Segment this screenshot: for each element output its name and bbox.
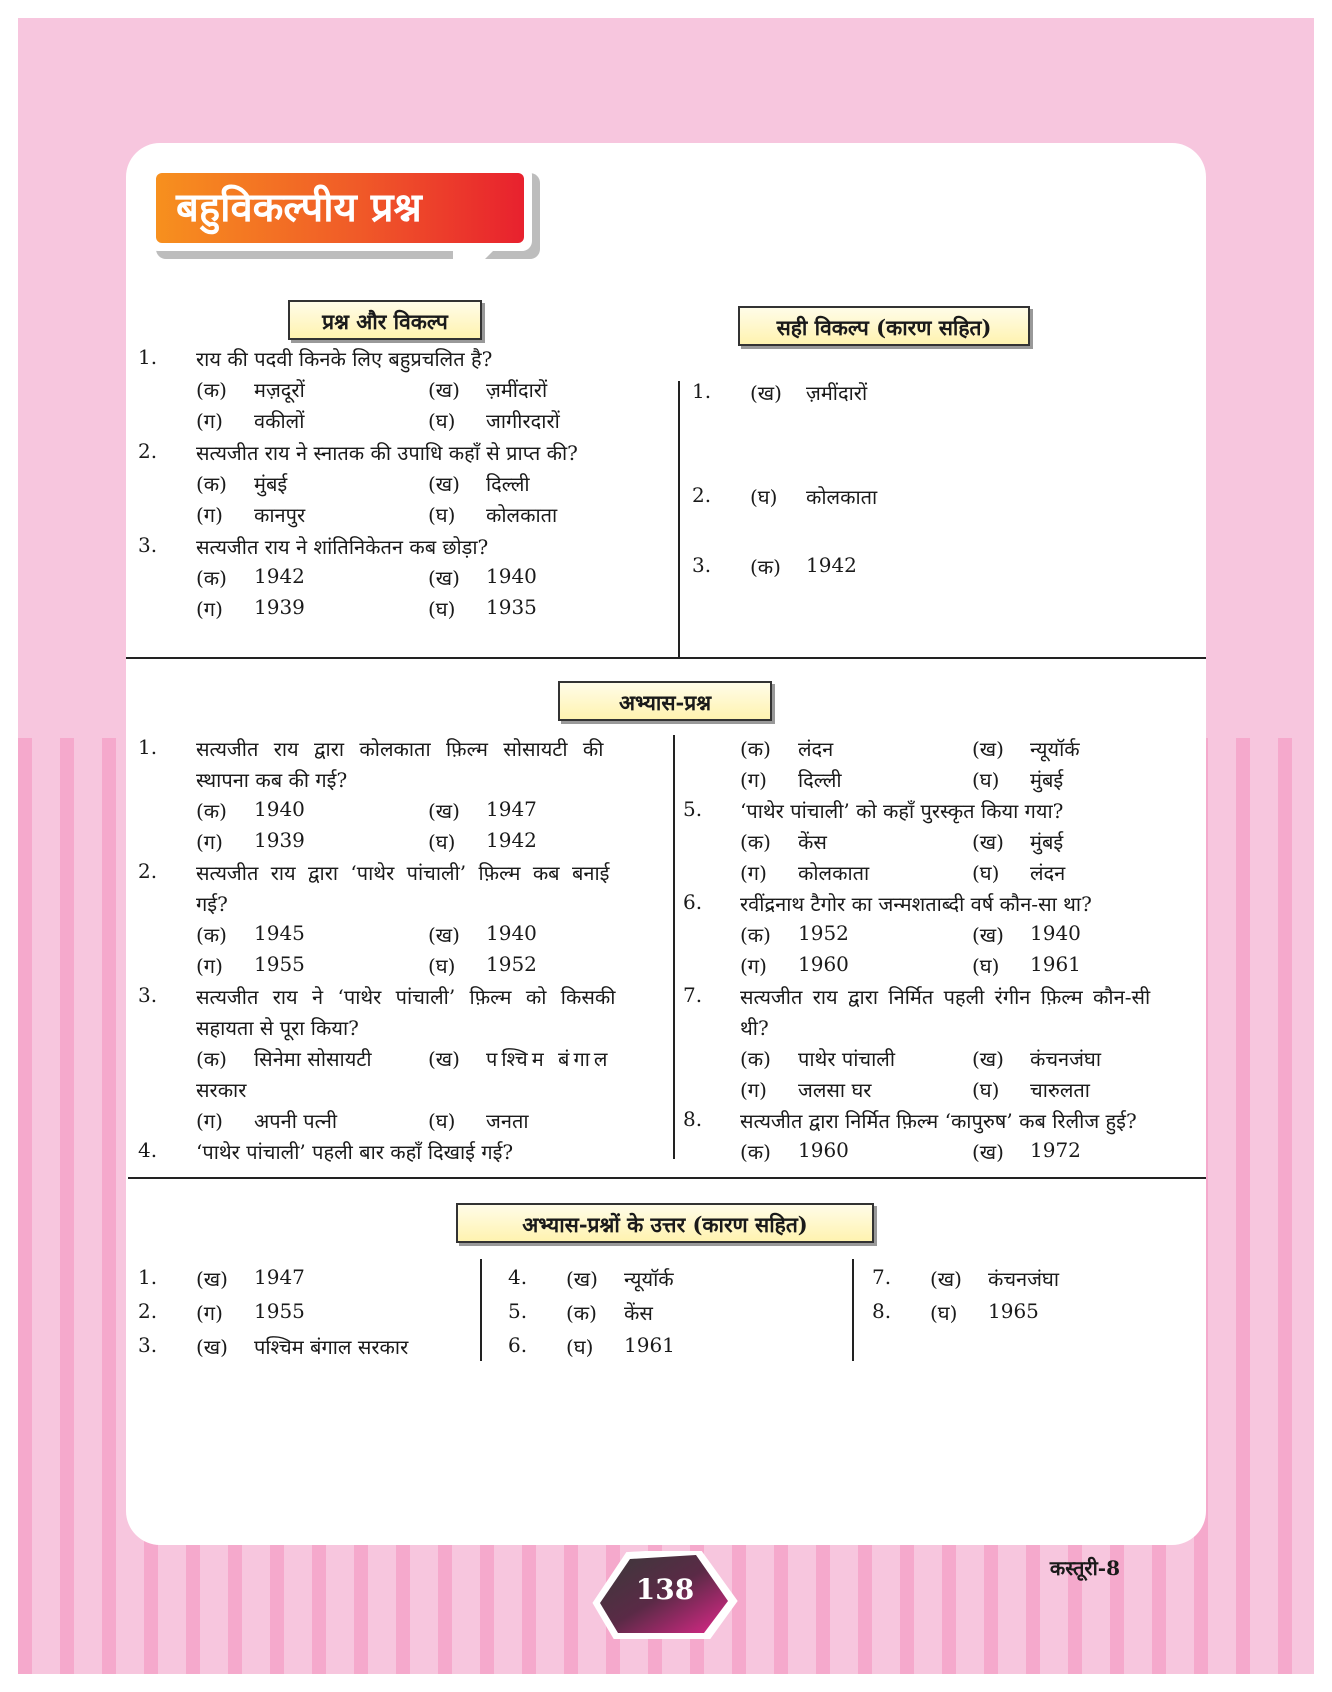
option-label: (घ) xyxy=(428,597,456,621)
section-header xyxy=(148,165,542,263)
question-text: स्थापना कब की गई? xyxy=(196,768,348,792)
option-label: (ख) xyxy=(428,378,460,402)
option-label: (क) xyxy=(196,799,227,823)
column-divider xyxy=(678,381,680,657)
question-text: सहायता से पूरा किया? xyxy=(196,1016,359,1040)
option-label: (घ) xyxy=(428,954,456,978)
option-text: 1952 xyxy=(486,952,537,976)
answer-text: कंचनजंघा xyxy=(988,1267,1059,1291)
option-label: (ग) xyxy=(196,1109,223,1133)
option-text: केंस xyxy=(798,830,827,854)
option-label: (ग) xyxy=(740,1078,767,1102)
question-number: 1. xyxy=(138,345,158,369)
answer-number: 8. xyxy=(872,1299,892,1323)
questions-options-box: प्रश्न और विकल्प xyxy=(288,300,482,340)
option-label: (ग) xyxy=(196,597,223,621)
option-label: (ख) xyxy=(972,737,1004,761)
option-label: (ख) xyxy=(972,1140,1004,1164)
option-text: 1952 xyxy=(798,921,849,945)
option-label: (ख) xyxy=(428,472,460,496)
question-number: 6. xyxy=(683,890,703,914)
question-number: 2. xyxy=(138,439,158,463)
option-text: दिल्ली xyxy=(798,768,842,792)
question-number: 3. xyxy=(138,533,158,557)
option-text: चारुलता xyxy=(1030,1078,1090,1102)
option-label: (क) xyxy=(740,830,771,854)
option-text: कानपुर xyxy=(254,503,306,527)
option-text: लंदन xyxy=(1030,861,1066,885)
option-label: (क) xyxy=(196,923,227,947)
answer-option: (ख) xyxy=(930,1267,962,1291)
question-text: रवींद्रनाथ टैगोर का जन्मशताब्दी वर्ष कौन-सा था? xyxy=(740,892,1092,916)
question-text: राय की पदवी किनके लिए बहुप्रचलित है? xyxy=(196,347,493,371)
question-text: सत्यजीत राय ने स्नातक की उपाधि कहाँ से प्राप्त की? xyxy=(196,441,578,465)
answer-text: कोलकाता xyxy=(806,485,878,509)
option-text: 1961 xyxy=(1030,952,1081,976)
answer-option: (घ) xyxy=(566,1335,594,1359)
option-text: 1955 xyxy=(254,952,305,976)
question-text: सत्यजीत राय ने ‘पाथेर पांचाली’ फ़िल्म को किसकी xyxy=(196,985,616,1009)
question-text: सत्यजीत राय द्वारा ‘पाथेर पांचाली’ फ़िल्म कब बनाई xyxy=(196,861,610,885)
option-label: (ग) xyxy=(196,830,223,854)
answer-number: 4. xyxy=(508,1265,528,1289)
content-card xyxy=(126,143,1206,1545)
answer-option: (ख) xyxy=(566,1267,598,1291)
option-label: (घ) xyxy=(972,861,1000,885)
page-number: 138 xyxy=(635,1573,695,1606)
option-label: (ग) xyxy=(196,503,223,527)
option-label: (ख) xyxy=(972,830,1004,854)
answer-text: ज़मींदारों xyxy=(806,381,868,405)
question-number: 3. xyxy=(138,983,158,1007)
question-number: 7. xyxy=(683,983,703,1007)
answer-number: 6. xyxy=(508,1333,528,1357)
option-text: 1947 xyxy=(486,797,537,821)
practice-questions-box: अभ्यास-प्रश्न xyxy=(558,681,772,721)
answer-number: 1. xyxy=(138,1265,158,1289)
answer-option: (ख) xyxy=(196,1267,228,1291)
option-text: जलसा घर xyxy=(798,1078,872,1102)
answer-number: 3. xyxy=(692,553,712,577)
option-label: (घ) xyxy=(428,1109,456,1133)
column-divider xyxy=(852,1259,854,1361)
answer-option: (ख) xyxy=(196,1335,228,1359)
option-label: (ग) xyxy=(740,861,767,885)
correct-answers-box: सही विकल्प (कारण सहित) xyxy=(738,306,1030,346)
option-text: 1960 xyxy=(798,952,849,976)
answer-number: 5. xyxy=(508,1299,528,1323)
question-text: ‘पाथेर पांचाली’ पहली बार कहाँ दिखाई गई? xyxy=(196,1140,514,1164)
question-text: गई? xyxy=(196,892,228,916)
question-text: सत्यजीत द्वारा निर्मित फ़िल्म ‘कापुरुष’ कब रिलीज हुई? xyxy=(740,1109,1137,1133)
option-text: 1945 xyxy=(254,921,305,945)
section-divider xyxy=(126,657,1206,659)
option-label: (घ) xyxy=(972,768,1000,792)
question-number: 2. xyxy=(138,859,158,883)
answer-number: 3. xyxy=(138,1333,158,1357)
option-text: मुंबई xyxy=(254,472,288,496)
option-label: (ख) xyxy=(972,923,1004,947)
column-divider xyxy=(673,735,675,1159)
section-divider xyxy=(128,1177,1206,1179)
option-text: 1940 xyxy=(1030,921,1081,945)
option-label: (ख) xyxy=(428,566,460,590)
option-text: वकीलों xyxy=(254,409,305,433)
question-number: 1. xyxy=(138,735,158,759)
option-text: पश्चिम बंगाल xyxy=(486,1047,612,1071)
option-text: कोलकाता xyxy=(798,861,870,885)
option-label: (क) xyxy=(740,737,771,761)
option-text: दिल्ली xyxy=(486,472,530,496)
option-text: जनता xyxy=(486,1109,529,1133)
option-label: (क) xyxy=(740,1140,771,1164)
option-label: (क) xyxy=(740,923,771,947)
answer-text: केंस xyxy=(624,1301,653,1325)
practice-answers-box: अभ्यास-प्रश्नों के उत्तर (कारण सहित) xyxy=(456,1203,874,1243)
question-text: थी? xyxy=(740,1016,769,1040)
answer-text: 1955 xyxy=(254,1299,305,1323)
option-text: लंदन xyxy=(798,737,834,761)
option-text: सरकार xyxy=(196,1078,247,1102)
question-text: सत्यजीत राय द्वारा कोलकाता फ़िल्म सोसायटी की xyxy=(196,737,604,761)
option-label: (क) xyxy=(196,566,227,590)
option-label: (घ) xyxy=(972,1078,1000,1102)
answer-number: 7. xyxy=(872,1265,892,1289)
option-text: 1939 xyxy=(254,828,305,852)
option-label: (क) xyxy=(196,378,227,402)
option-text: पाथेर पांचाली xyxy=(798,1047,896,1071)
option-label: (ख) xyxy=(428,923,460,947)
answer-option: (घ) xyxy=(750,485,778,509)
option-text: न्यूयॉर्क xyxy=(1030,737,1080,761)
question-number: 8. xyxy=(683,1107,703,1131)
answer-option: (क) xyxy=(750,555,781,579)
option-label: (ख) xyxy=(428,1047,460,1071)
answer-text: पश्चिम बंगाल सरकार xyxy=(254,1335,409,1359)
answer-option: (ग) xyxy=(196,1301,223,1325)
option-text: ज़मींदारों xyxy=(486,378,548,402)
answer-text: 1942 xyxy=(806,553,857,577)
answer-number: 2. xyxy=(138,1299,158,1323)
question-text: सत्यजीत राय द्वारा निर्मित पहली रंगीन फ़िल्म कौन-सी xyxy=(740,985,1151,1009)
answer-option: (ख) xyxy=(750,381,782,405)
option-text: मज़दूरों xyxy=(254,378,305,402)
option-text: 1942 xyxy=(486,828,537,852)
question-number: 4. xyxy=(138,1138,158,1162)
answer-number: 2. xyxy=(692,483,712,507)
option-label: (घ) xyxy=(428,503,456,527)
option-label: (ग) xyxy=(196,954,223,978)
option-label: (घ) xyxy=(428,830,456,854)
answer-text: 1947 xyxy=(254,1265,305,1289)
option-label: (घ) xyxy=(972,954,1000,978)
option-text: 1935 xyxy=(486,595,537,619)
option-text: अपनी पत्नी xyxy=(254,1109,338,1133)
option-text: मुंबई xyxy=(1030,768,1064,792)
option-text: मुंबई xyxy=(1030,830,1064,854)
question-text: सत्यजीत राय ने शांतिनिकेतन कब छोड़ा? xyxy=(196,535,489,559)
question-number: 5. xyxy=(683,797,703,821)
option-label: (ग) xyxy=(196,409,223,433)
option-text: 1940 xyxy=(254,797,305,821)
page-number-badge xyxy=(590,1551,740,1639)
option-text: सिनेमा सोसायटी xyxy=(254,1047,372,1071)
option-text: 1960 xyxy=(798,1138,849,1162)
option-label: (ख) xyxy=(428,799,460,823)
option-text: 1972 xyxy=(1030,1138,1081,1162)
page-title: बहुविकल्पीय प्रश्न xyxy=(156,173,524,243)
book-name: कस्तूरी-8 xyxy=(1049,1556,1120,1580)
option-label: (ख) xyxy=(972,1047,1004,1071)
option-text: 1942 xyxy=(254,564,305,588)
answer-text: 1965 xyxy=(988,1299,1039,1323)
option-label: (ग) xyxy=(740,768,767,792)
option-text: कंचनजंघा xyxy=(1030,1047,1101,1071)
option-text: 1940 xyxy=(486,921,537,945)
option-label: (क) xyxy=(196,1047,227,1071)
option-text: कोलकाता xyxy=(486,503,558,527)
option-label: (ग) xyxy=(740,954,767,978)
answer-option: (क) xyxy=(566,1301,597,1325)
option-text: 1939 xyxy=(254,595,305,619)
answer-text: 1961 xyxy=(624,1333,675,1357)
option-text: जागीरदारों xyxy=(486,409,560,433)
answer-option: (घ) xyxy=(930,1301,958,1325)
option-label: (क) xyxy=(740,1047,771,1071)
option-text: 1940 xyxy=(486,564,537,588)
question-text: ‘पाथेर पांचाली’ को कहाँ पुरस्कृत किया गया? xyxy=(740,799,1064,823)
option-label: (क) xyxy=(196,472,227,496)
option-label: (घ) xyxy=(428,409,456,433)
column-divider xyxy=(480,1259,482,1361)
answer-number: 1. xyxy=(692,379,712,403)
answer-text: न्यूयॉर्क xyxy=(624,1267,674,1291)
